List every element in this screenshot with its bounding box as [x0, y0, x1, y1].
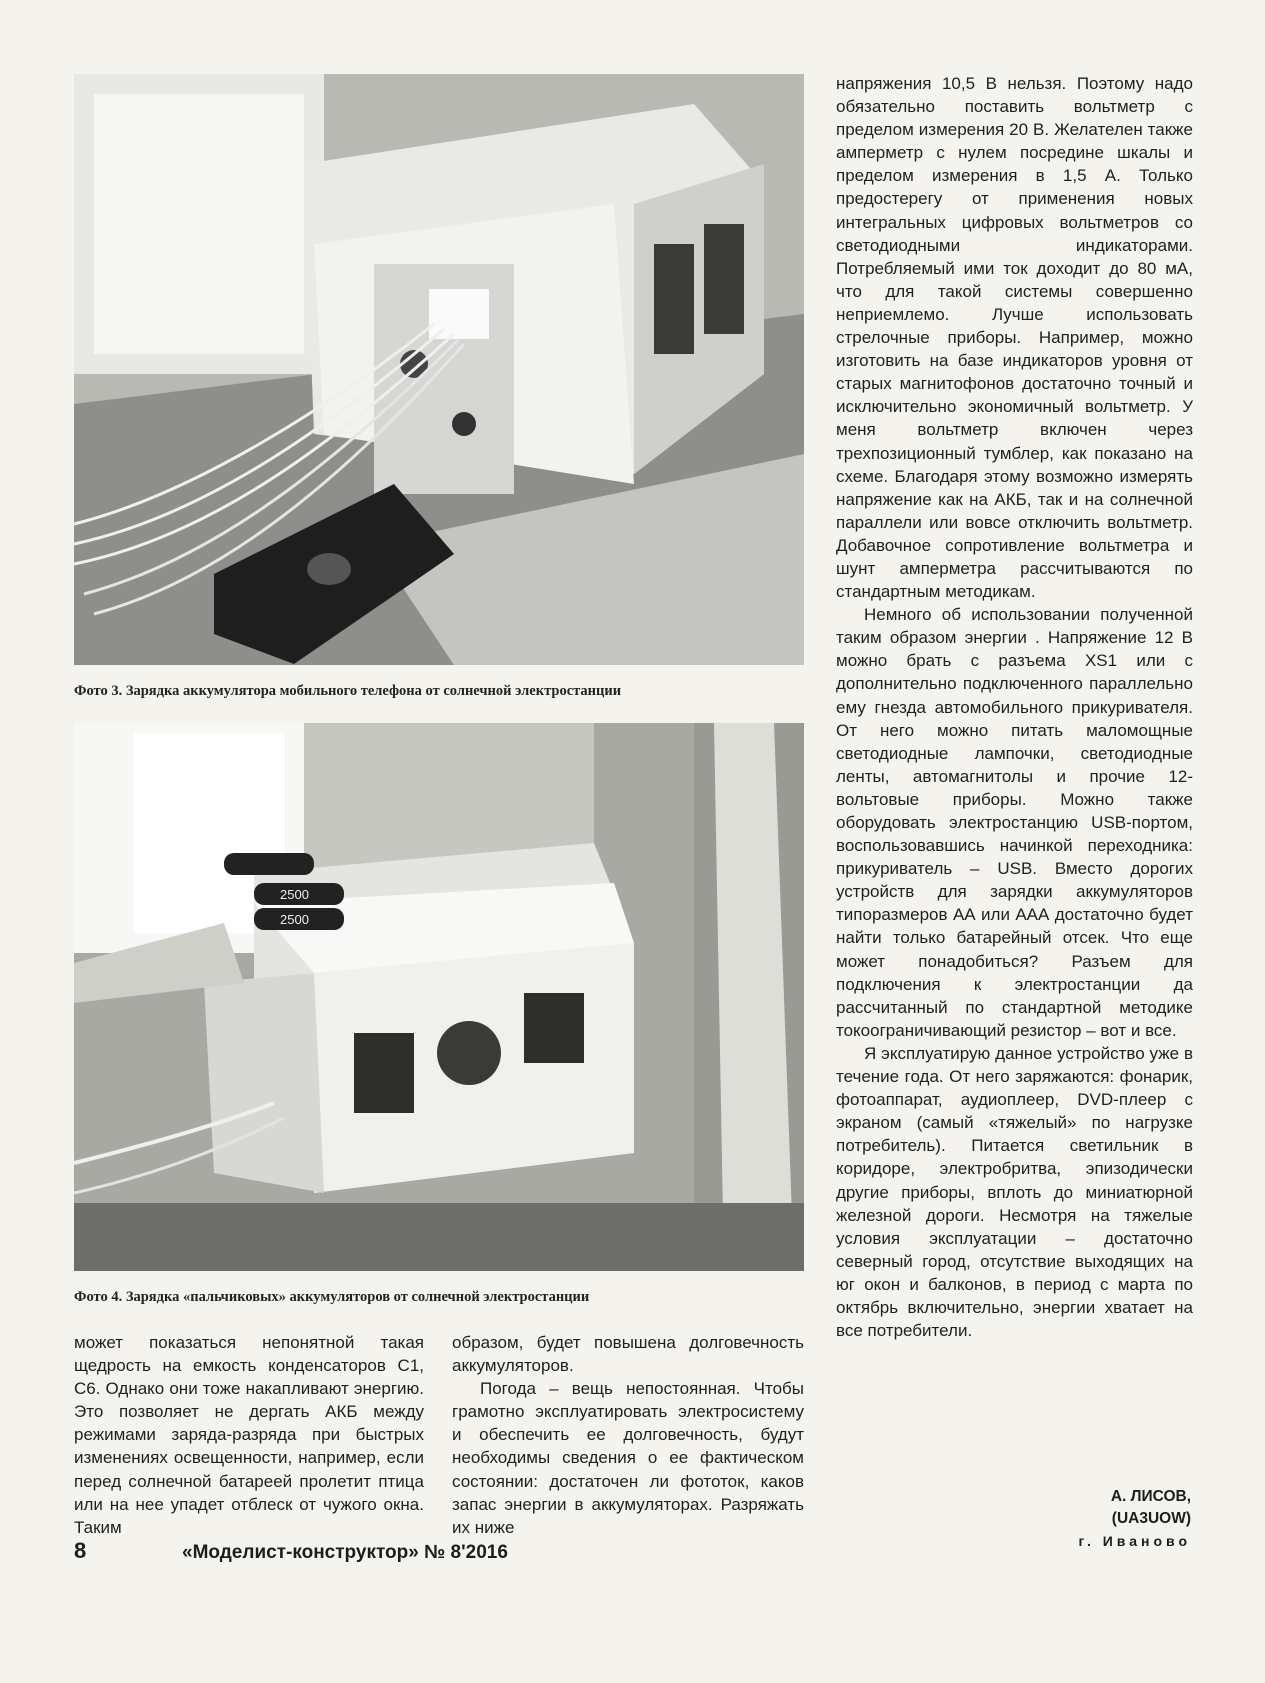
photo-3-caption: Фото 3. Зарядка аккумулятора мобильного телефона от солнечной электростанции — [74, 683, 622, 699]
author-callsign: (UA3UOW) — [1111, 1510, 1191, 1527]
author-city: г. Иваново — [1078, 1533, 1191, 1549]
paragraph: Погода – вещь непостоянная. Чтобы грамотно эксплуатировать электросистему и обеспечить ее долговечность, будут необходимы сведения о ее фактическом состоянии: достаточен ли фототок, каков запас энергии в аккумуляторах. Разряжать их ниже — [452, 1379, 804, 1537]
middle-text-column — [452, 1331, 804, 1539]
battery-label-1: 2500 — [280, 887, 309, 902]
photo-4-aa-battery-charging — [74, 723, 804, 1271]
page-number: 8 — [74, 1538, 87, 1563]
photo-3-phone-charging — [74, 74, 804, 665]
author-signature — [960, 1486, 1191, 1552]
paragraph: Немного об использовании полученной таким образом энергии . Напряжение 12 В можно брать с разъема XS1 или с дополнительно подключенного параллельно ему гнезда автомобильного прикуривателя. От него можно питать маломощные светодиодные лампочки, светодиодные ленты, автомагнитолы и прочие 12-вольтовые приборы. Можно также оборудовать электростанцию USB-портом, воспользовавшись начинкой переходника: прикуриватель – USB. Вместо дорогих устройств для зарядки аккумуляторов типоразмеров АА или ААА достаточно будет найти только батарейный отсек. Что еще может понадобиться? Разъем для подключения к электростанции да рассчитанный по стандартной методике токоограничивающий резистор – вот и все. — [836, 605, 1193, 1040]
right-text-column — [836, 72, 1193, 1342]
paragraph: Я эксплуатирую данное устройство уже в течение года. От него заряжаются: фонарик, фотоаппарат, аудиоплеер, DVD-плеер с экраном (самый «тяжелый» по нагрузке потребитель). Питается светильник в коридоре, электробритва, эпизодически другие приборы, вплоть до миниатюрной железной дороги. Несмотря на тяжелые условия эксплуатации – достаточно северный город, отсутствие выходящих на юг окон и балконов, в период с марта по октябрь включительно, энергии хватает на все потребители. — [836, 1043, 1193, 1341]
paragraph: образом, будет повышена долговечность аккумуляторов. — [452, 1333, 804, 1376]
left-text-column — [74, 1331, 424, 1539]
battery-label-2: 2500 — [280, 912, 309, 927]
paragraph: напряжения 10,5 В нельзя. Поэтому надо обязательно поставить вольтметр с пределом измерения 20 В. Желателен также амперметр с нулем посредине шкалы и пределом измерения в 1,5 А. Только предостерегу от применения новых интегральных цифровых вольтметров со светодиодными индикаторами. Потребляемый ими ток доходит до 80 мА, что для такой системы совершенно неприемлемо. Лучше использовать стрелочные приборы. Например, можно изготовить на базе индикаторов уровня от старых магнитофонов достаточно точный и исключительно экономичный вольтметр. У меня вольтметр включен через трехпозиционный тумблер, как показано на схеме. Благодаря этому возможно измерять напряжение как на АКБ, так и на солнечной параллели или вовсе отключить вольтметр. Добавочное сопротивление вольтметра и шунт амперметра рассчитываются по стандартным методикам. — [836, 74, 1193, 602]
paragraph: может показаться непонятной такая щедрость на емкость конденсаторов С1, С6. Однако они тоже накапливают энергию. Это позволяет не дергать АКБ между режимами заряда-разряда при быстрых изменениях освещенности, например, если перед солнечной батареей пролетит птица или на нее упадет отблеск от чужого окна. Таким — [74, 1333, 424, 1537]
author-name: А. ЛИСОВ, — [1110, 1488, 1191, 1505]
photo-4-caption: Фото 4. Зарядка «пальчиковых» аккумуляторов от солнечной электростанции — [74, 1289, 590, 1305]
page-footer — [74, 1538, 674, 1564]
journal-title: «Моделист-конструктор» № 8'2016 — [182, 1542, 508, 1563]
